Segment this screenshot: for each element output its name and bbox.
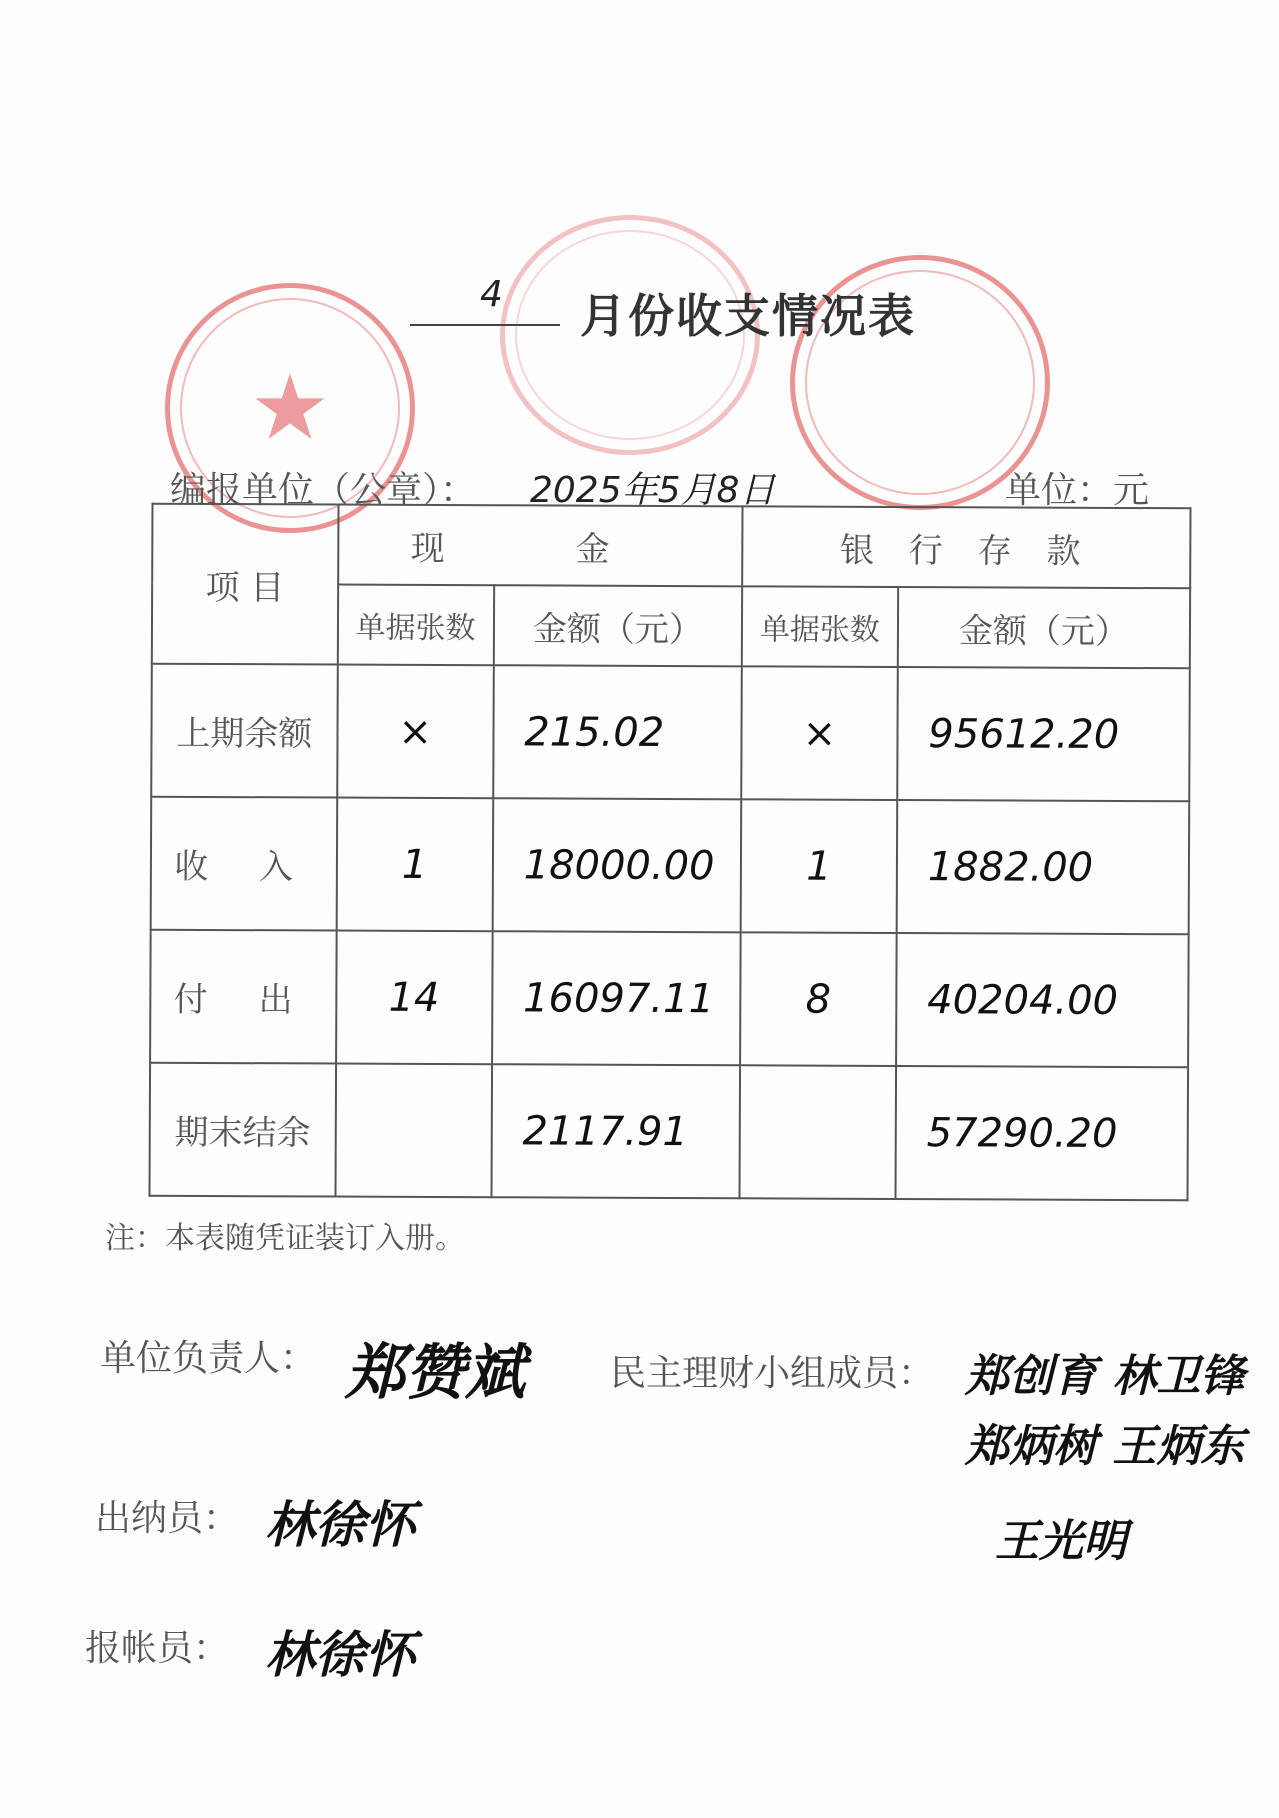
accountant-signature: 林徐怀	[265, 1626, 415, 1684]
cash-count: 1	[336, 798, 493, 932]
page-title: 月份收支情况表	[580, 289, 916, 343]
title-row	[410, 274, 970, 343]
group-signature-2: 郑炳树 王炳东	[965, 1421, 1245, 1472]
bank-amount-header: 金额（元）	[898, 587, 1191, 668]
income-expense-table	[148, 503, 1191, 1202]
table-row	[150, 930, 1189, 1068]
report-month: 4	[480, 274, 503, 315]
table-row	[149, 1063, 1188, 1201]
row-label: 期末结余	[149, 1063, 335, 1197]
bank-amount: 40204.00	[896, 933, 1189, 1067]
group-signature-1: 郑创育 林卫锋	[965, 1351, 1245, 1402]
bank-header: 银 行 存 款	[742, 506, 1190, 588]
bank-count: ×	[741, 666, 897, 800]
table-row	[151, 664, 1190, 802]
cash-count	[335, 1064, 492, 1198]
reporting-unit-label: 编报单位（公章）：	[170, 470, 477, 511]
leader-signature: 郑赞斌	[345, 1338, 525, 1408]
cash-amount: 2117.91	[491, 1064, 740, 1198]
currency-unit: 单位：元	[1005, 470, 1150, 511]
accountant-label: 报帐员：	[85, 1628, 230, 1669]
row-label: 上期余额	[151, 664, 337, 798]
row-label: 收 入	[151, 797, 337, 931]
table-note: 注：本表随凭证装订入册。	[105, 1221, 465, 1256]
cash-amount: 215.02	[493, 665, 742, 799]
report-date: 2025年5月8日	[530, 470, 776, 511]
bank-count: 8	[740, 932, 896, 1066]
cash-amount: 18000.00	[492, 798, 741, 932]
row-label: 付 出	[150, 930, 336, 1064]
cash-amount: 16097.11	[492, 931, 741, 1065]
cash-header: 现 金	[338, 505, 743, 587]
cashier-label: 出纳员：	[95, 1498, 240, 1539]
star-icon: ★	[249, 355, 331, 461]
bank-amount: 57290.20	[895, 1066, 1188, 1200]
cash-count: ×	[337, 665, 494, 799]
table-row	[151, 797, 1190, 935]
cashier-signature: 林徐怀	[265, 1496, 415, 1554]
bank-count	[740, 1065, 896, 1199]
month-underline	[410, 324, 560, 326]
leader-label: 单位负责人：	[100, 1338, 317, 1379]
bank-amount: 95612.20	[897, 667, 1190, 801]
cash-count-header: 单据张数	[337, 585, 494, 666]
item-header: 项 目	[152, 504, 338, 665]
bank-amount: 1882.00	[896, 800, 1189, 934]
bank-count-header: 单据张数	[742, 586, 898, 667]
group-signature-3: 王光明	[995, 1516, 1127, 1567]
cash-amount-header: 金额（元）	[494, 585, 743, 666]
cash-count: 14	[336, 931, 493, 1065]
bank-count: 1	[741, 799, 897, 933]
group-label: 民主理财小组成员：	[610, 1353, 935, 1394]
